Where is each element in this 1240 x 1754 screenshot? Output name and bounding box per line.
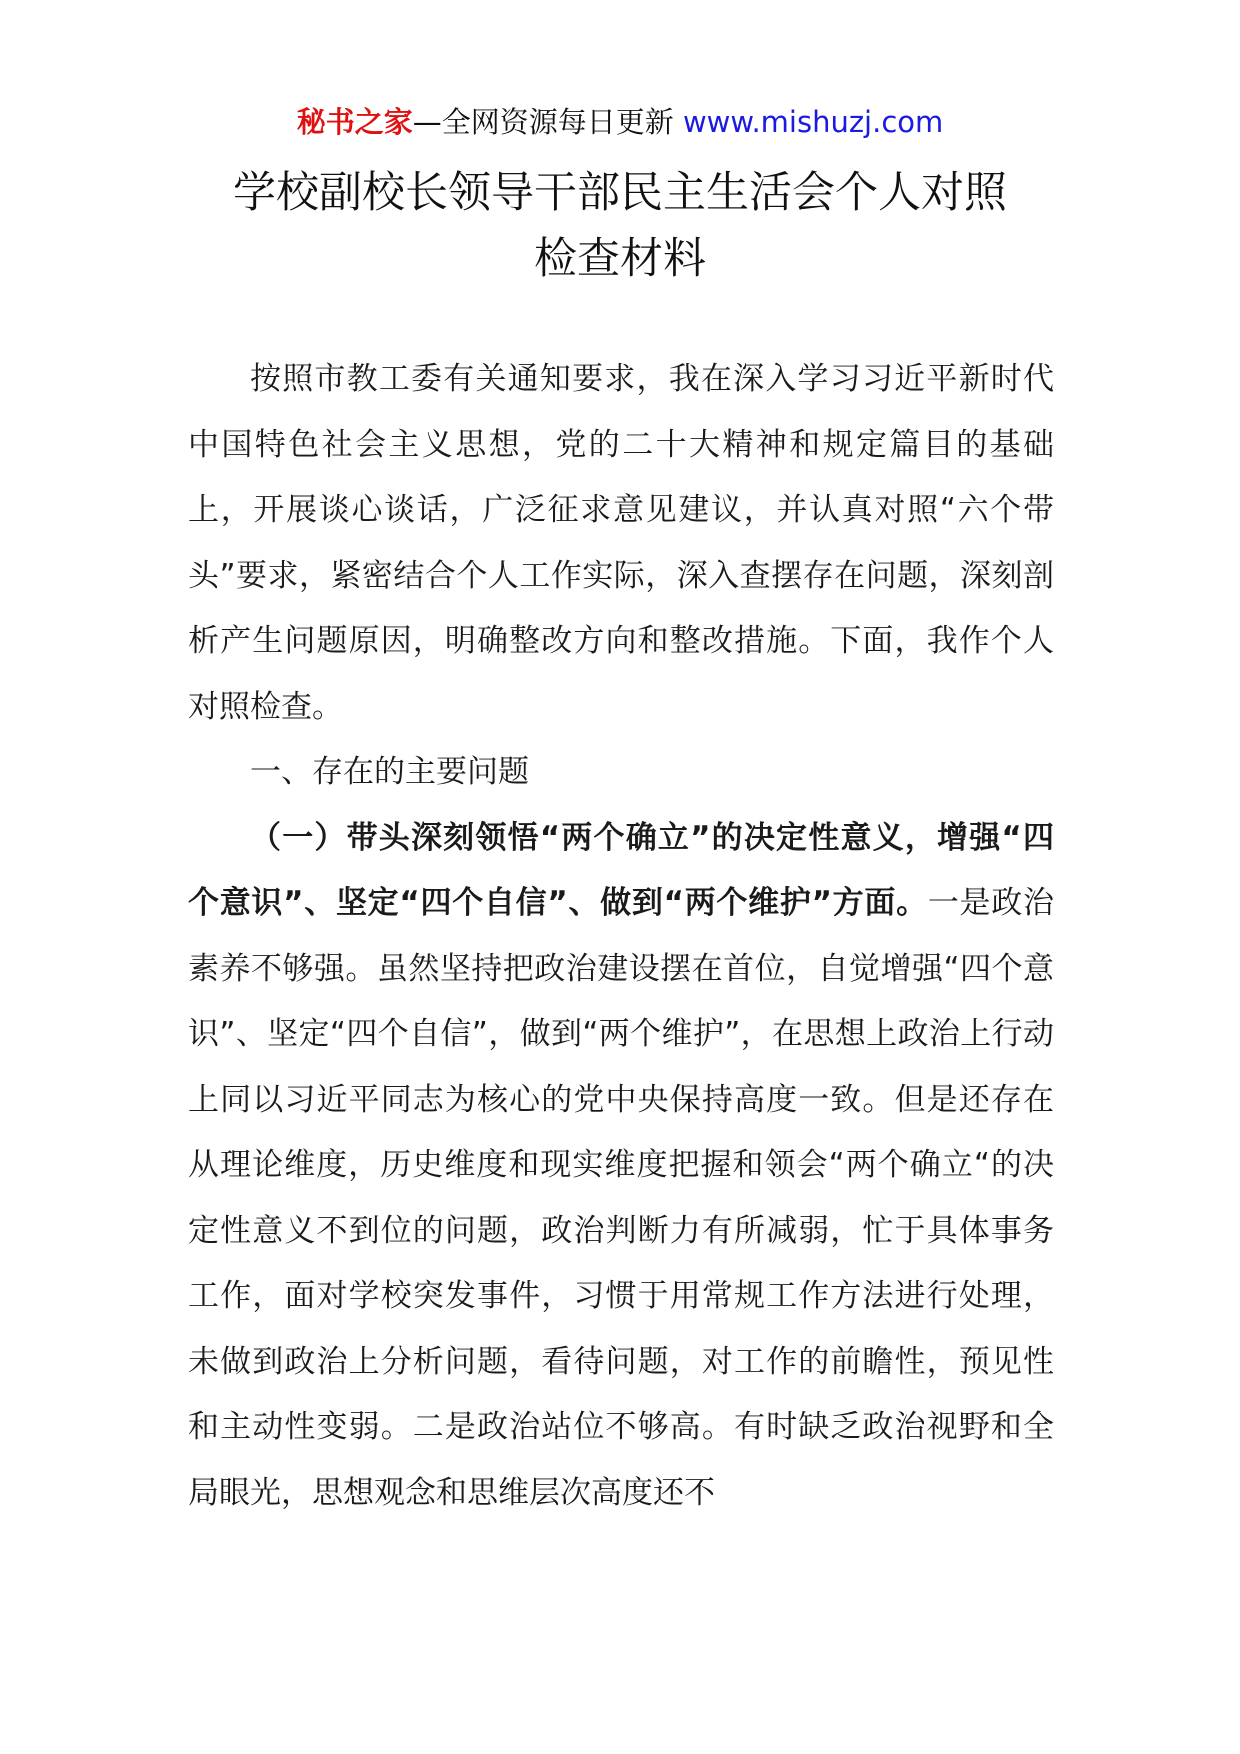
site-tagline: —全网资源每日更新 <box>412 105 674 139</box>
site-url-link[interactable]: www.mishuzj.com <box>682 105 944 139</box>
subsection-paragraph <box>188 806 1054 1527</box>
site-header <box>0 100 1240 144</box>
subsection-heading: （一）带头深刻领悟“两个确立”的决定性意义，增强“四个意识”、坚定“四个自信”、做到“两个维护”方面。 <box>188 819 1054 921</box>
document-title-line-1: 学校副校长领导干部民主生活会个人对照 <box>233 168 1007 218</box>
site-brand: 秘书之家 <box>296 105 413 139</box>
section-heading: 一、存在的主要问题 <box>250 754 529 790</box>
document-body <box>188 347 1054 1526</box>
subsection-text: 一是政治素养不够强。虽然坚持把政治建设摆在首位，自觉增强“四个意识”、坚定“四个自信”，做到“两个维护”，在思想上政治上行动上同以习近平同志为核心的党中央保持高度一致。但是还存在从理论维度，历史维度和现实维度把握和领会“两个确立“的决定性意义不到位的问题，政治判断力有所减弱，忙于具体事务工作，面对学校突发事件，习惯于用常规工作方法进行处理，未做到政治上分析问题，看待问题，对工作的前瞻性，预见性和主动性变弱。二是政治站位不够高。有时缺乏政治视野和全局眼光，思想观念和思维层次高度还不 <box>188 885 1054 1511</box>
intro-paragraph: 按照市教工委有关通知要求，我在深入学习习近平新时代中国特色社会主义思想，党的二十大精神和规定篇目的基础上，开展谈心谈话，广泛征求意见建议，并认真对照“六个带头”要求，紧密结合个人工作实际，深入查摆存在问题，深刻剖析产生问题原因，明确整改方向和整改措施。下面，我作个人对照检查。 <box>188 361 1054 725</box>
document-title <box>150 160 1090 292</box>
document-title-line-2: 检查材料 <box>534 234 706 284</box>
